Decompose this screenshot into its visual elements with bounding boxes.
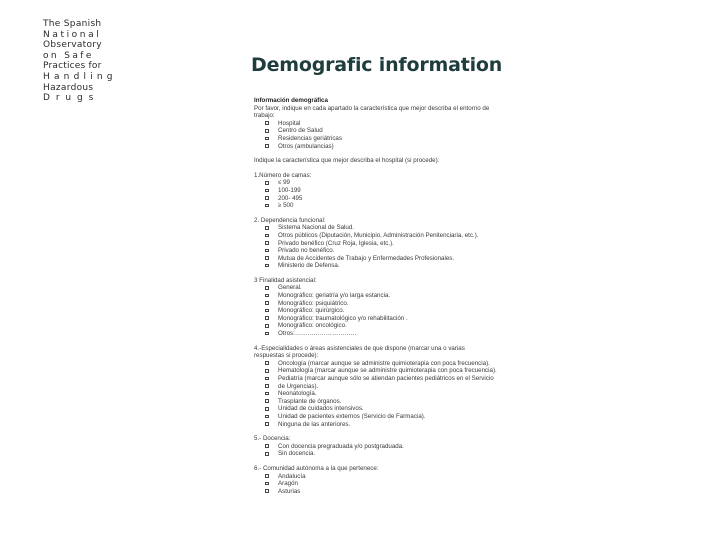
survey-option[interactable] xyxy=(254,450,519,458)
checkbox[interactable] xyxy=(265,489,269,493)
option-label: Otros:………………………… xyxy=(278,330,357,338)
survey-option[interactable] xyxy=(254,330,519,338)
survey-section xyxy=(254,465,519,495)
survey-option[interactable] xyxy=(254,284,519,292)
option-label: Andalucía xyxy=(278,472,306,480)
survey-option[interactable] xyxy=(254,300,519,308)
checkbox[interactable] xyxy=(265,316,269,320)
option-label: Otros (ambulancias) xyxy=(278,142,334,150)
option-label: ≤ 99 xyxy=(278,179,290,187)
option-label: Aragón xyxy=(278,480,298,488)
option-label: Residencias geriátricas xyxy=(278,134,342,142)
option-label: Sin docencia. xyxy=(278,450,316,458)
survey-option[interactable] xyxy=(254,413,519,421)
section-title: 1.Número de camas: xyxy=(254,171,312,179)
option-label: Hematología (marcar aunque se administre quimioterapia con poca frecuencia). xyxy=(278,367,497,375)
checkbox[interactable] xyxy=(265,256,269,260)
option-label: Hospital xyxy=(278,119,301,127)
survey-option[interactable] xyxy=(254,375,519,383)
survey-option[interactable] xyxy=(254,202,519,210)
logo-line: Practices for xyxy=(43,61,102,72)
survey-option[interactable] xyxy=(254,247,519,255)
survey-section xyxy=(254,172,519,210)
checkbox[interactable] xyxy=(265,294,269,298)
survey-option[interactable] xyxy=(254,262,519,270)
workplace-options xyxy=(254,120,519,150)
checkbox[interactable] xyxy=(265,369,269,373)
checkbox[interactable] xyxy=(265,137,269,141)
survey-option[interactable] xyxy=(254,390,519,398)
checkbox[interactable] xyxy=(265,407,269,411)
option-label: Monográfico: quirúrgico. xyxy=(278,307,345,315)
survey-option[interactable] xyxy=(254,143,519,151)
checkbox[interactable] xyxy=(265,324,269,328)
survey-option[interactable] xyxy=(254,405,519,413)
document-heading: Información demográfica xyxy=(254,97,328,104)
checkbox[interactable] xyxy=(265,392,269,396)
option-label: Neonatología. xyxy=(278,390,317,398)
option-label: Monográfico: geriatría y/o larga estancia. xyxy=(278,292,391,300)
option-label: Asturias xyxy=(278,487,301,495)
logo-line: The Spanish xyxy=(43,19,102,29)
survey-option[interactable] xyxy=(254,480,519,488)
checkbox[interactable] xyxy=(265,226,269,230)
checkbox[interactable] xyxy=(265,361,269,365)
survey-option[interactable] xyxy=(254,232,519,240)
survey-section xyxy=(254,217,519,270)
section-title: respuestas si procede): xyxy=(254,352,319,360)
checkbox[interactable] xyxy=(265,196,269,200)
checkbox[interactable] xyxy=(265,234,269,238)
checkbox[interactable] xyxy=(265,181,269,185)
checkbox[interactable] xyxy=(265,332,269,336)
checkbox[interactable] xyxy=(265,309,269,313)
survey-option[interactable] xyxy=(254,224,519,232)
survey-option[interactable] xyxy=(254,367,519,375)
checkbox[interactable] xyxy=(265,264,269,268)
checkbox[interactable] xyxy=(265,384,269,388)
survey-section xyxy=(254,435,519,458)
survey-option[interactable] xyxy=(254,307,519,315)
survey-option[interactable] xyxy=(254,179,519,187)
survey-option[interactable] xyxy=(254,488,519,496)
checkbox[interactable] xyxy=(265,399,269,403)
document-intro xyxy=(254,105,519,120)
survey-option[interactable] xyxy=(254,383,519,391)
option-label: Privado no benéfico. xyxy=(278,247,335,255)
logo-line: Handling xyxy=(43,71,117,82)
hospital-prompt: Indique la característica que mejor describa el hospital (si procede): xyxy=(254,157,440,165)
checkbox[interactable] xyxy=(265,121,269,125)
option-label: Pediatría (marcar aunque sólo se atiendan pacientes pediátricos en el Servicio xyxy=(278,375,494,382)
checkbox[interactable] xyxy=(265,249,269,253)
section-title: 2. Dependencia funcional: xyxy=(254,216,326,224)
logo-line: National xyxy=(43,29,102,40)
option-label: Con docencia pregraduada y/o postgraduada. xyxy=(278,442,404,450)
checkbox[interactable] xyxy=(265,286,269,290)
option-label: ≥ 500 xyxy=(278,202,294,210)
option-label: Sistema Nacional de Salud. xyxy=(278,224,355,232)
checkbox[interactable] xyxy=(265,415,269,419)
survey-option[interactable] xyxy=(254,240,519,248)
section-title: 5.- Docencia: xyxy=(254,435,291,443)
option-label: Privado benéfico (Cruz Roja, Iglesia, etc.). xyxy=(278,239,394,247)
option-label: Monográfico: psiquiátrico. xyxy=(278,299,349,307)
section-title: 6.- Comunidad autónoma a la que pertenece: xyxy=(254,464,379,472)
option-label: Monográfico: traumatológico y/o rehabilitación . xyxy=(278,314,408,322)
survey-option[interactable] xyxy=(254,473,519,481)
survey-option[interactable] xyxy=(254,421,519,429)
survey-option[interactable] xyxy=(254,443,519,451)
survey-option[interactable] xyxy=(254,120,519,128)
checkbox[interactable] xyxy=(265,444,269,448)
option-label: General. xyxy=(278,284,302,292)
option-label: Unidad de pacientes externos (Servicio de Farmacia). xyxy=(278,412,426,420)
option-label: Ministerio de Defensa. xyxy=(278,262,340,270)
option-label: Centro de Salud xyxy=(278,127,323,135)
checkbox[interactable] xyxy=(265,482,269,486)
survey-section xyxy=(254,345,519,429)
option-label: Oncología (marcar aunque se administre quimioterapia con poca frecuencia). xyxy=(278,359,490,367)
survey-option[interactable] xyxy=(254,187,519,195)
survey-option[interactable] xyxy=(254,292,519,300)
checkbox[interactable] xyxy=(265,377,269,381)
survey-document xyxy=(254,97,519,527)
option-label: Mutua de Accidentes de Trabajo y Enfermedades Profesionales. xyxy=(278,254,455,262)
survey-option[interactable] xyxy=(254,360,519,368)
checkbox[interactable] xyxy=(265,144,269,148)
survey-option[interactable] xyxy=(254,127,519,135)
option-label: de Urgencias). xyxy=(278,382,319,390)
option-label: Monográfico: oncológico. xyxy=(278,322,347,330)
section-title: 4.-Especialidades o áreas asistenciales de que dispone (marcar una o varias xyxy=(254,344,465,352)
logo-line: on Safe xyxy=(43,50,94,61)
logo-line: Observatory xyxy=(43,40,102,51)
checkbox[interactable] xyxy=(265,189,269,193)
page-title: Demografic information xyxy=(251,54,503,76)
survey-option[interactable] xyxy=(254,255,519,263)
option-label: Trasplante de órganos. xyxy=(278,397,342,405)
survey-option[interactable] xyxy=(254,398,519,406)
observatory-logo xyxy=(43,19,117,104)
intro-line: Por favor, indique en cada apartado la característica que mejor describa el entorno de xyxy=(254,104,490,112)
option-label: Otros públicos (Diputación, Municipio, Administración Penitenciaria, etc.). xyxy=(278,231,479,239)
survey-sections xyxy=(254,172,519,496)
checkbox[interactable] xyxy=(265,301,269,305)
checkbox[interactable] xyxy=(265,204,269,208)
logo-line: Hazardous xyxy=(43,82,94,93)
option-label: 200- 495 xyxy=(278,194,303,202)
section-title: 3 Finalidad asistencial: xyxy=(254,276,317,284)
intro-line: trabajo: xyxy=(254,112,275,120)
survey-option[interactable] xyxy=(254,135,519,143)
checkbox[interactable] xyxy=(265,241,269,245)
checkbox[interactable] xyxy=(265,452,269,456)
option-label: Unidad de cuidados intensivos. xyxy=(278,405,364,413)
survey-section xyxy=(254,277,519,338)
survey-option[interactable] xyxy=(254,315,519,323)
checkbox[interactable] xyxy=(265,474,269,478)
survey-option[interactable] xyxy=(254,322,519,330)
option-label: 100-199 xyxy=(278,186,301,194)
checkbox[interactable] xyxy=(265,422,269,426)
survey-option[interactable] xyxy=(254,195,519,203)
checkbox[interactable] xyxy=(265,129,269,133)
logo-line: Drugs xyxy=(43,93,100,104)
option-label: Ninguna de las anteriores. xyxy=(278,420,351,428)
